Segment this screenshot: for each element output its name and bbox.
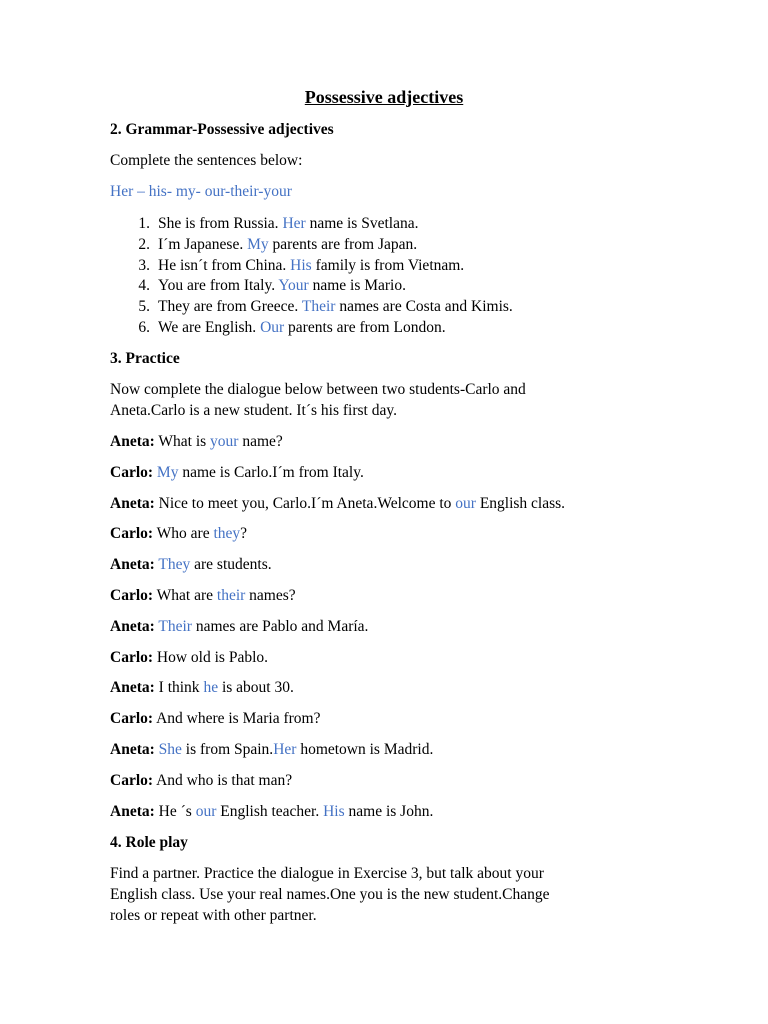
list-number: 5.	[138, 298, 150, 315]
answer-word: he	[203, 679, 219, 696]
answer-word: they	[213, 525, 241, 542]
speaker-label: Aneta:	[110, 618, 155, 635]
dialogue-text: names are Pablo and María.	[191, 618, 369, 635]
role-play-text: English class. Use your real names.One you is the new student.Change	[110, 886, 550, 903]
section-4-heading: 4. Role play	[110, 834, 188, 851]
dialogue-line	[110, 586, 296, 606]
dialogue-text: English class.	[475, 495, 566, 512]
dialogue-text: How old is Pablo.	[153, 649, 269, 666]
dialogue-line	[110, 740, 433, 760]
sentence-text: parents are from Japan.	[268, 236, 418, 253]
list-number: 6.	[138, 319, 150, 336]
sentence-text: name is Svetlana.	[305, 215, 419, 232]
speaker-label: Aneta:	[110, 433, 155, 450]
answer-word: our	[195, 803, 217, 820]
speaker-label: Carlo:	[110, 464, 154, 481]
dialogue-intro: Now complete the dialogue below between two students-Carlo and	[110, 381, 526, 398]
dialogue-intro: Aneta.Carlo is a new student. It´s his first day.	[110, 402, 397, 419]
speaker-label: Aneta:	[110, 803, 155, 820]
answer-word: Your	[278, 277, 309, 294]
role-play-text: Find a partner. Practice the dialogue in Exercise 3, but talk about your	[110, 865, 544, 882]
answer-word: your	[210, 433, 239, 450]
speaker-label: Carlo:	[110, 772, 154, 789]
section-2-instruction: Complete the sentences below:	[110, 152, 303, 169]
dialogue-text: Nice to meet you, Carlo.I´m Aneta.Welcome to	[154, 495, 456, 512]
dialogue-line	[110, 617, 368, 637]
list-item	[126, 214, 418, 234]
answer-word: His	[323, 803, 345, 820]
role-play-text: roles or repeat with other partner.	[110, 907, 317, 924]
dialogue-text: Who are	[153, 525, 214, 542]
dialogue-text: English teacher.	[216, 803, 324, 820]
sentence-text: I´m Japanese.	[158, 236, 248, 253]
dialogue-line	[110, 771, 292, 791]
sentence-text: We are English.	[158, 319, 261, 336]
dialogue-line	[110, 648, 268, 668]
answer-word: My	[247, 236, 269, 253]
answer-word: their	[216, 587, 246, 604]
dialogue-text: are students.	[190, 556, 272, 573]
dialogue-text: What is	[154, 433, 211, 450]
speaker-label: Carlo:	[110, 710, 154, 727]
answer-word: She	[158, 741, 182, 758]
sentence-text: You are from Italy.	[158, 277, 279, 294]
dialogue-text: names?	[245, 587, 296, 604]
list-item	[126, 276, 406, 296]
dialogue-text: hometown is Madrid.	[296, 741, 434, 758]
list-number: 3.	[138, 257, 150, 274]
dialogue-line	[110, 709, 320, 729]
list-item	[126, 256, 464, 276]
answer-word: Her	[273, 741, 297, 758]
answer-word: They	[158, 556, 191, 573]
answer-word: Their	[158, 618, 192, 635]
dialogue-line	[110, 678, 294, 698]
dialogue-line	[110, 463, 364, 483]
answer-word: His	[290, 257, 312, 274]
speaker-label: Carlo:	[110, 649, 154, 666]
sentence-text: parents are from London.	[284, 319, 446, 336]
sentence-text: She is from Russia.	[158, 215, 283, 232]
list-number: 4.	[138, 277, 150, 294]
list-number: 2.	[138, 236, 150, 253]
word-bank: Her – his- my- our-their-your	[110, 183, 292, 200]
sentence-text: name is Mario.	[308, 277, 406, 294]
dialogue-line	[110, 432, 283, 452]
list-item	[126, 318, 446, 338]
list-item	[126, 297, 513, 317]
dialogue-text: is about 30.	[218, 679, 294, 696]
speaker-label: Aneta:	[110, 679, 155, 696]
dialogue-text: name is John.	[344, 803, 434, 820]
dialogue-text: ?	[240, 525, 248, 542]
sentence-text: family is from Vietnam.	[311, 257, 465, 274]
page-title: Possessive adjectives	[304, 87, 464, 107]
list-number: 1.	[138, 215, 150, 232]
list-item	[126, 235, 417, 255]
dialogue-line	[110, 494, 565, 514]
section-3-heading: 3. Practice	[110, 350, 180, 367]
sentence-text: He isn´t from China.	[158, 257, 291, 274]
dialogue-text: name is Carlo.I´m from Italy.	[178, 464, 364, 481]
speaker-label: Carlo:	[110, 587, 154, 604]
dialogue-text: And where is Maria from?	[153, 710, 321, 727]
dialogue-text: And who is that man?	[153, 772, 293, 789]
answer-word: Our	[260, 319, 285, 336]
dialogue-text: name?	[238, 433, 283, 450]
sentence-text: names are Costa and Kimis.	[335, 298, 513, 315]
speaker-label: Carlo:	[110, 525, 154, 542]
sentence-text: They are from Greece.	[158, 298, 302, 315]
dialogue-line	[110, 802, 433, 822]
speaker-label: Aneta:	[110, 741, 155, 758]
dialogue-line	[110, 555, 272, 575]
dialogue-text: He ´s	[154, 803, 196, 820]
answer-word: Her	[282, 215, 306, 232]
dialogue-text: I think	[154, 679, 204, 696]
answer-word: Their	[301, 298, 336, 315]
dialogue-text: What are	[153, 587, 217, 604]
speaker-label: Aneta:	[110, 495, 155, 512]
section-2-heading: 2. Grammar-Possessive adjectives	[110, 121, 334, 138]
dialogue-text: is from Spain.	[181, 741, 274, 758]
answer-word: our	[455, 495, 476, 512]
speaker-label: Aneta:	[110, 556, 155, 573]
answer-word: My	[156, 464, 179, 481]
dialogue-line	[110, 524, 247, 544]
